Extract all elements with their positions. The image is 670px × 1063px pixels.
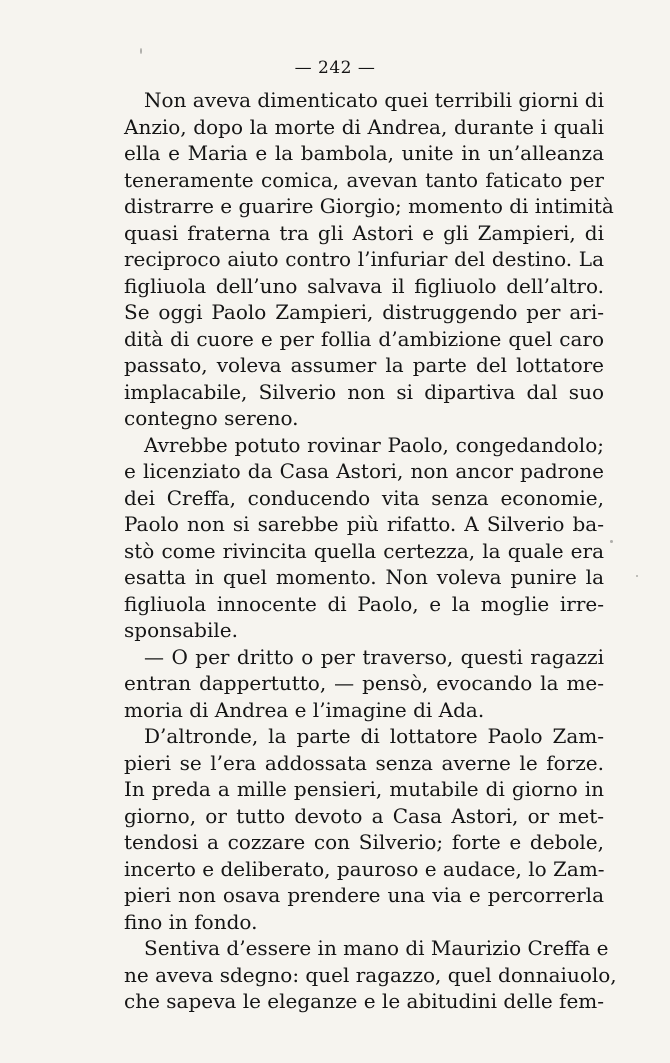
text-line: stò come rivincita quella certezza, la quale era (124, 538, 604, 563)
text-line: Avrebbe potuto rovinar Paolo, congedandolo; (144, 432, 604, 457)
body-text (124, 87, 617, 1015)
text-line: D’altronde, la parte di lottatore Paolo Zam- (144, 724, 604, 748)
text-line: entran dappertutto, — pensò, evocando la me- (124, 671, 604, 695)
text-line: teneramente comica, avevan tanto faticato per (124, 167, 604, 192)
text-line: sponsabile. (124, 618, 238, 642)
text-line: Anzio, dopo la morte di Andrea, durante i quali (124, 114, 604, 139)
text-line: e licenziato da Casa Astori, non ancor padrone (124, 459, 604, 483)
text-line: — O per dritto o per traverso, questi ragazzi (144, 644, 604, 669)
text-line: pieri non osava prendere una via e percorrerla (124, 883, 604, 907)
text-line: Paolo non si sarebbe più rifatto. A Silverio ba- (124, 512, 604, 536)
text-line: Sentiva d’essere in mano di Maurizio Creffa e (144, 936, 609, 960)
page-number: — 242 — (294, 58, 376, 78)
text-line: giorno, or tutto devoto a Casa Astori, or met- (124, 803, 604, 828)
text-line: figliuola dell’uno salvava il figliuolo dell’altro. (124, 273, 604, 298)
text-line: Non aveva dimenticato quei terribili giorni di (144, 88, 604, 112)
text-line: pieri se l’era addossata senza averne le forze. (124, 750, 604, 775)
text-line: contegno sereno. (124, 406, 299, 430)
text-line: moria di Andrea e l’imagine di Ada. (124, 697, 485, 722)
text-line: esatta in quel momento. Non voleva punire la (124, 565, 604, 589)
text-line: che sapeva le eleganze e le abitudini delle fem- (124, 989, 604, 1013)
text-line: Se oggi Paolo Zampieri, distruggendo per ari- (124, 300, 604, 324)
paper-speck (140, 48, 142, 54)
text-line: implacabile, Silverio non si dipartiva dal suo (124, 379, 604, 404)
text-line: dei Creffa, conducendo vita senza economie, (124, 485, 604, 510)
text-line: figliuola innocente di Paolo, e la moglie irre- (124, 591, 604, 616)
text-line: dità di cuore e per follia d’ambizione quel caro (124, 326, 604, 351)
text-line: distrarre e guarire Giorgio; momento di intimità (124, 194, 614, 218)
paper-speck (636, 575, 638, 577)
text-line: quasi fraterna tra gli Astori e gli Zampieri, di (124, 220, 604, 245)
text-line: fino in fondo. (124, 909, 258, 934)
paper-speck (610, 540, 613, 543)
text-line: passato, voleva assumer la parte del lottatore (124, 353, 604, 377)
text-line: tendosi a cozzare con Silverio; forte e debole, (124, 830, 604, 854)
text-line: reciproco aiuto contro l’infuriar del destino. La (124, 247, 604, 271)
text-line: ne aveva sdegno: quel ragazzo, quel donnaiuolo, (124, 962, 617, 987)
text-line: In preda a mille pensieri, mutabile di giorno in (124, 777, 604, 801)
text-line: ella e Maria e la bambola, unite in un’alleanza (124, 141, 604, 165)
text-line: incerto e deliberato, pauroso e audace, lo Zam- (124, 856, 605, 881)
